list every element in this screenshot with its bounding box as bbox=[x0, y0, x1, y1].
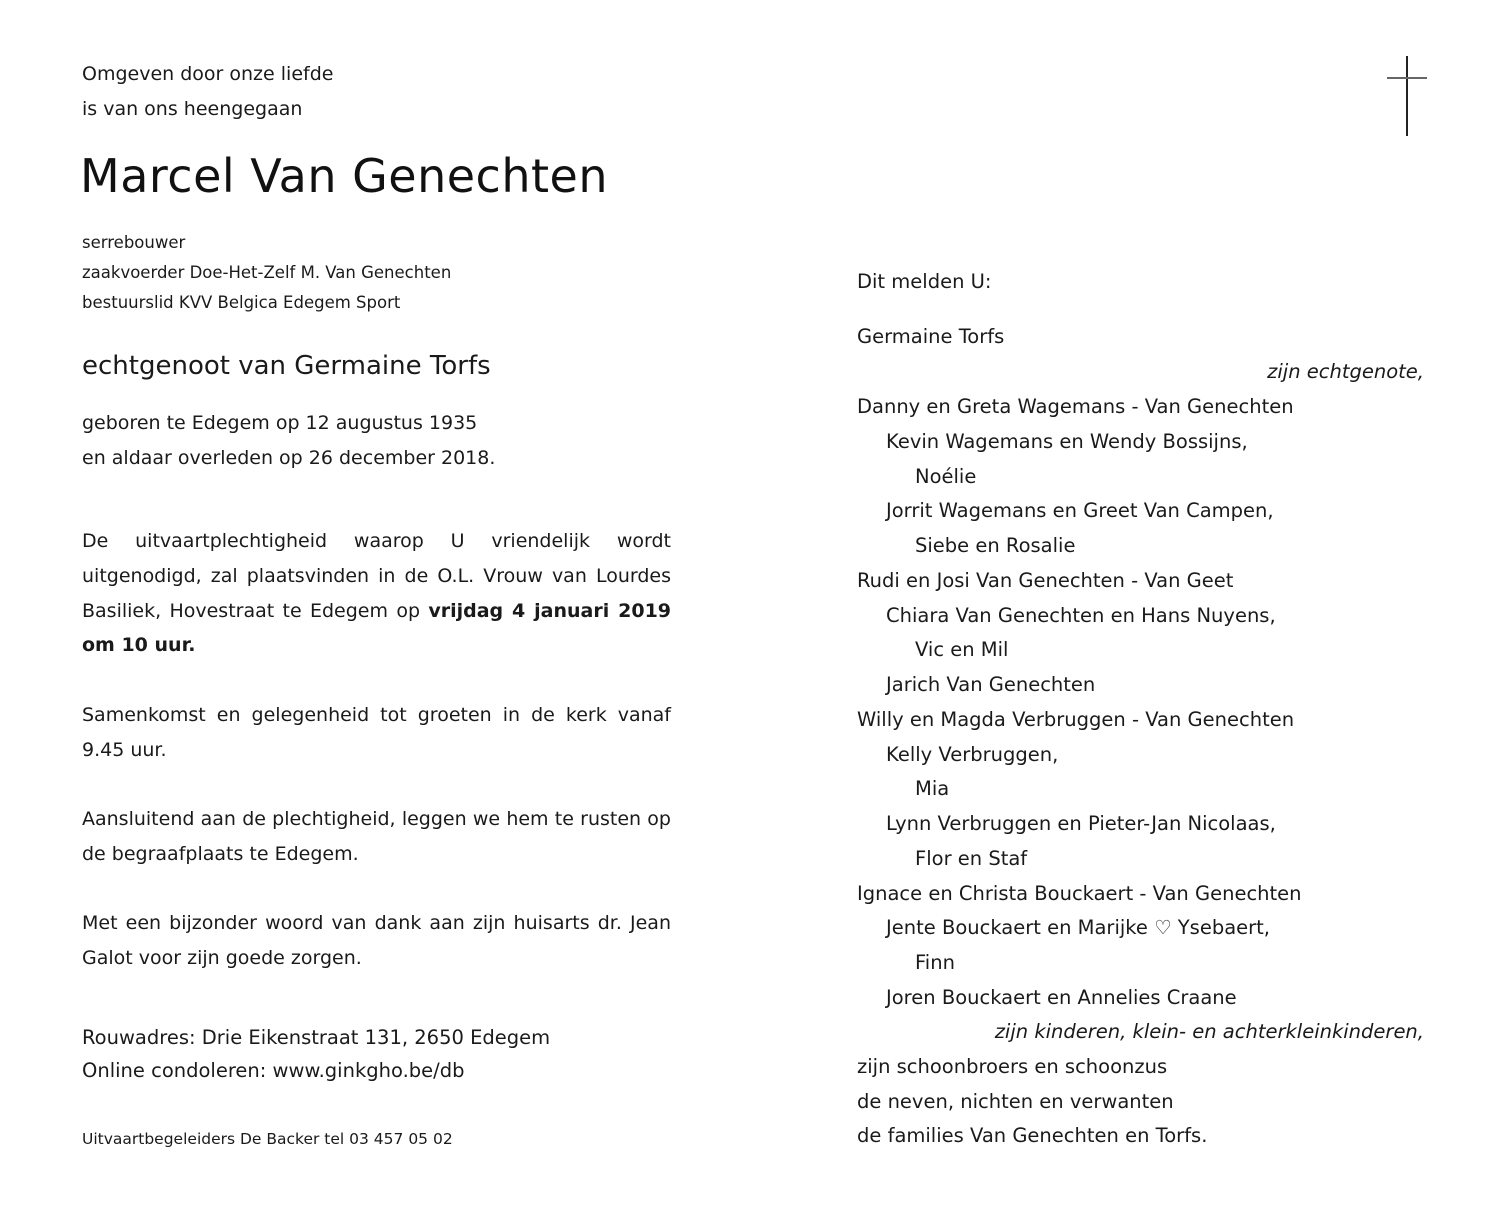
occupation-line: bestuurslid KVV Belgica Edegem Sport bbox=[82, 293, 401, 312]
family-great-grandchild: Flor en Staf bbox=[915, 846, 1028, 870]
intro-line-2: is van ons heengegaan bbox=[82, 98, 303, 120]
family-child: Willy en Magda Verbruggen - Van Genechten bbox=[857, 707, 1295, 731]
family-grandchild: Jorrit Wagemans en Greet Van Campen, bbox=[886, 499, 1274, 523]
family-grandchild: Jarich Van Genechten bbox=[886, 673, 1096, 696]
announcement-heading: Dit melden U: bbox=[857, 270, 992, 293]
family-grandchild: Kelly Verbruggen, bbox=[886, 742, 1059, 766]
others-line: de families Van Genechten en Torfs. bbox=[857, 1124, 1208, 1147]
cross-vertical-bar bbox=[1406, 56, 1408, 136]
family-great-grandchild: Noélie bbox=[915, 464, 977, 488]
mourning-address: Rouwadres: Drie Eikenstraat 131, 2650 Edegem bbox=[82, 1026, 551, 1049]
ceremony-text: De uitvaartplechtigheid waarop U vriendelijk wordt uitgenodigd, zal plaatsvinden in de O.L. Vrouw van Lourdes Basiliek, Hovestraat te Edegem op bbox=[82, 530, 671, 622]
others-line: de neven, nichten en verwanten bbox=[857, 1090, 1174, 1113]
family-great-grandchild: Mia bbox=[915, 777, 950, 801]
spouse-line: echtgenoot van Germaine Torfs bbox=[82, 351, 491, 381]
funeral-home-info: Uitvaartbegeleiders De Backer tel 03 457 05 02 bbox=[82, 1130, 453, 1148]
death-line: en aldaar overleden op 26 december 2018. bbox=[82, 447, 496, 469]
cross-icon bbox=[1387, 56, 1427, 136]
birth-line: geboren te Edegem op 12 augustus 1935 bbox=[82, 412, 478, 434]
family-child: Rudi en Josi Van Genechten - Van Geet bbox=[857, 568, 1234, 592]
family-grandchild: Joren Bouckaert en Annelies Craane bbox=[886, 985, 1237, 1009]
burial-paragraph: Aansluitend aan de plechtigheid, leggen we hem te rusten op de begraafplaats te Edegem. bbox=[82, 808, 671, 865]
family-grandchild: Lynn Verbruggen en Pieter-Jan Nicolaas, bbox=[886, 812, 1276, 835]
others-line: zijn schoonbroers en schoonzus bbox=[857, 1055, 1168, 1078]
deceased-name: Marcel Van Genechten bbox=[80, 149, 608, 203]
family-grandchild: Jente Bouckaert en Marijke ♡ Ysebaert, bbox=[886, 916, 1271, 940]
family-great-grandchild: Siebe en Rosalie bbox=[915, 534, 1076, 557]
occupation-line: serrebouwer bbox=[82, 233, 186, 252]
family-great-grandchild: Finn bbox=[915, 951, 955, 974]
family-role: zijn kinderen, klein- en achterkleinkinderen, bbox=[994, 1020, 1424, 1043]
family-child: Danny en Greta Wagemans - Van Genechten bbox=[857, 395, 1294, 418]
thanks-paragraph: Met een bijzonder woord van dank aan zijn huisarts dr. Jean Galot voor zijn goede zorgen. bbox=[82, 912, 671, 969]
ceremony-paragraph bbox=[82, 524, 671, 663]
ceremony-datetime: vrijdag 4 januari 2019 om 10 uur. bbox=[82, 599, 672, 657]
family-child: Ignace en Christa Bouckaert - Van Genechten bbox=[857, 881, 1302, 905]
online-condolence: Online condoleren: www.ginkgho.be/db bbox=[82, 1059, 465, 1082]
cross-horizontal-bar bbox=[1387, 77, 1427, 79]
spouse-name: Germaine Torfs bbox=[857, 325, 1005, 348]
occupation-line: zaakvoerder Doe-Het-Zelf M. Van Genechten bbox=[82, 263, 452, 282]
family-grandchild: Kevin Wagemans en Wendy Bossijns, bbox=[886, 429, 1248, 453]
family-grandchild: Chiara Van Genechten en Hans Nuyens, bbox=[886, 603, 1276, 627]
family-great-grandchild: Vic en Mil bbox=[915, 638, 1009, 662]
intro-line-1: Omgeven door onze liefde bbox=[82, 63, 334, 85]
gathering-paragraph: Samenkomst en gelegenheid tot groeten in de kerk vanaf 9.45 uur. bbox=[82, 704, 671, 761]
spouse-role: zijn echtgenote, bbox=[1267, 360, 1424, 383]
